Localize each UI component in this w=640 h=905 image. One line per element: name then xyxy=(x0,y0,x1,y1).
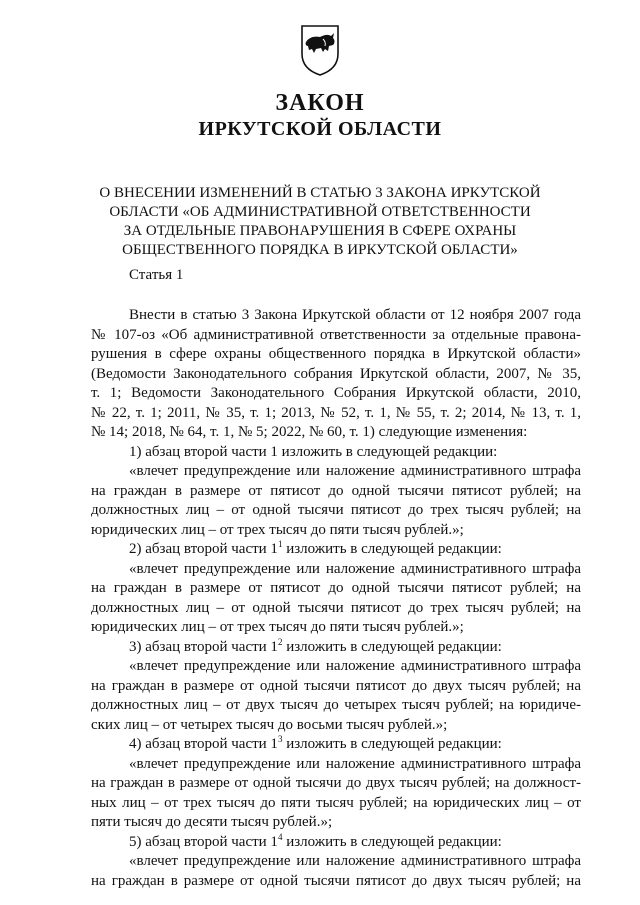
superscript: 3 xyxy=(277,734,283,744)
item-heading xyxy=(91,735,581,755)
item-heading xyxy=(91,638,581,658)
text-line: ских лиц – от четырех тысяч до восьми тысяч рублей.»; xyxy=(91,716,448,733)
text-line: № 22, т. 1; 2011, № 35, т. 1; 2013, № 52, т. 1, № 55, т. 2; 2014, № 13, т. 1, xyxy=(91,404,581,421)
text-line: «влечет предупреждение или наложение административного штрафа xyxy=(129,755,581,772)
document-body xyxy=(91,306,581,891)
law-subtitle xyxy=(96,184,544,260)
subtitle-line: ОБЩЕСТВЕННОГО ПОРЯДКА В ИРКУТСКОЙ ОБЛАСТИ» xyxy=(122,242,518,258)
text-line: юридических лиц – от трех тысяч до пяти тысяч рублей.»; xyxy=(91,619,464,635)
text-line: должностных лиц – от двух тысяч до четырех тысяч рублей; на юридиче- xyxy=(91,697,581,713)
text-line: Внести в статью 3 Закона Иркутской области от 12 ноября 2007 года xyxy=(129,307,581,323)
text-line: рушения в сфере охраны общественного порядка в Иркутской области» xyxy=(91,346,581,362)
item-heading xyxy=(91,833,581,853)
item-heading-text: изложить в следующей редакции: xyxy=(282,638,502,655)
text-line: № 107-оз «Об административной ответственности за отдельные правона- xyxy=(91,326,581,343)
item-heading-text: 3) абзац второй части 1 xyxy=(129,638,278,655)
item-heading-text: изложить в следующей редакции: xyxy=(282,736,502,752)
text-line: «влечет предупреждение или наложение административного штрафа xyxy=(129,853,581,869)
coat-of-arms-icon xyxy=(299,24,341,76)
superscript: 2 xyxy=(277,636,283,647)
subtitle-line: ОБЛАСТИ «ОБ АДМИНИСТРАТИВНОЙ ОТВЕТСТВЕННОСТИ xyxy=(109,204,531,220)
text-line: «влечет предупреждение или наложение административного штрафа xyxy=(129,560,581,577)
text-line: № 14; 2018, № 64, т. 1, № 5; 2022, № 60, т. 1) следующие изменения: xyxy=(91,424,528,440)
item-heading-text: 4) абзац второй части 1 xyxy=(129,736,278,752)
item-heading-text: изложить в следующей редакции: xyxy=(282,833,502,850)
item-heading: 1) абзац второй части 1 изложить в следующей редакции: xyxy=(129,443,498,460)
text-line: на граждан в размере от одной тысячи пятисот до двух тысяч рублей; на xyxy=(91,677,581,694)
text-line: на граждан в размере от одной тысячи пятисот до двух тысяч рублей; на xyxy=(91,872,581,889)
text-line: должностных лиц – от одной тысячи пятисот до трех тысяч рублей; на xyxy=(91,599,581,616)
document-region: ИРКУТСКОЙ ОБЛАСТИ xyxy=(198,118,442,140)
document-title: ЗАКОН xyxy=(275,90,365,116)
text-line: юридических лиц – от трех тысяч до пяти тысяч рублей.»; xyxy=(91,521,464,538)
text-line: (Ведомости Законодательного собрания Иркутской области, 2007, № 35, xyxy=(91,365,581,382)
subtitle-line: ЗА ОТДЕЛЬНЫЕ ПРАВОНАРУШЕНИЯ В СФЕРЕ ОХРАНЫ xyxy=(123,223,517,239)
text-line: на граждан в размере от одной тысячи до двух тысяч рублей; на должност- xyxy=(91,775,581,791)
superscript: 4 xyxy=(277,831,283,842)
text-line: «влечет предупреждение или наложение административного штрафа xyxy=(129,658,581,674)
text-line: на граждан в размере от пятисот до одной тысячи пятисот рублей; на xyxy=(91,482,581,499)
item-heading xyxy=(91,540,581,560)
item-heading-text: 2) абзац второй части 1 xyxy=(129,541,278,557)
text-line: на граждан в размере от пятисот до одной тысячи пятисот рублей; на xyxy=(91,580,581,596)
text-line: пяти тысяч до десяти тысяч рублей.»; xyxy=(91,814,333,830)
text-line: должностных лиц – от одной тысячи пятисот до трех тысяч рублей; на xyxy=(91,502,581,518)
text-line: ных лиц – от трех тысяч до пяти тысяч рублей; на юридических лиц – от xyxy=(91,794,581,811)
superscript: 1 xyxy=(277,539,283,549)
item-heading-text: 5) абзац второй части 1 xyxy=(129,833,278,850)
article-heading: Статья 1 xyxy=(129,267,184,283)
text-line: «влечет предупреждение или наложение административного штрафа xyxy=(129,463,581,479)
subtitle-line: О ВНЕСЕНИИ ИЗМЕНЕНИЙ В СТАТЬЮ 3 ЗАКОНА ИРКУТСКОЙ xyxy=(99,185,541,201)
text-line: т. 1; Ведомости Законодательного Собрания Иркутской области, 2010, xyxy=(91,385,581,401)
item-heading-text: изложить в следующей редакции: xyxy=(282,541,502,557)
